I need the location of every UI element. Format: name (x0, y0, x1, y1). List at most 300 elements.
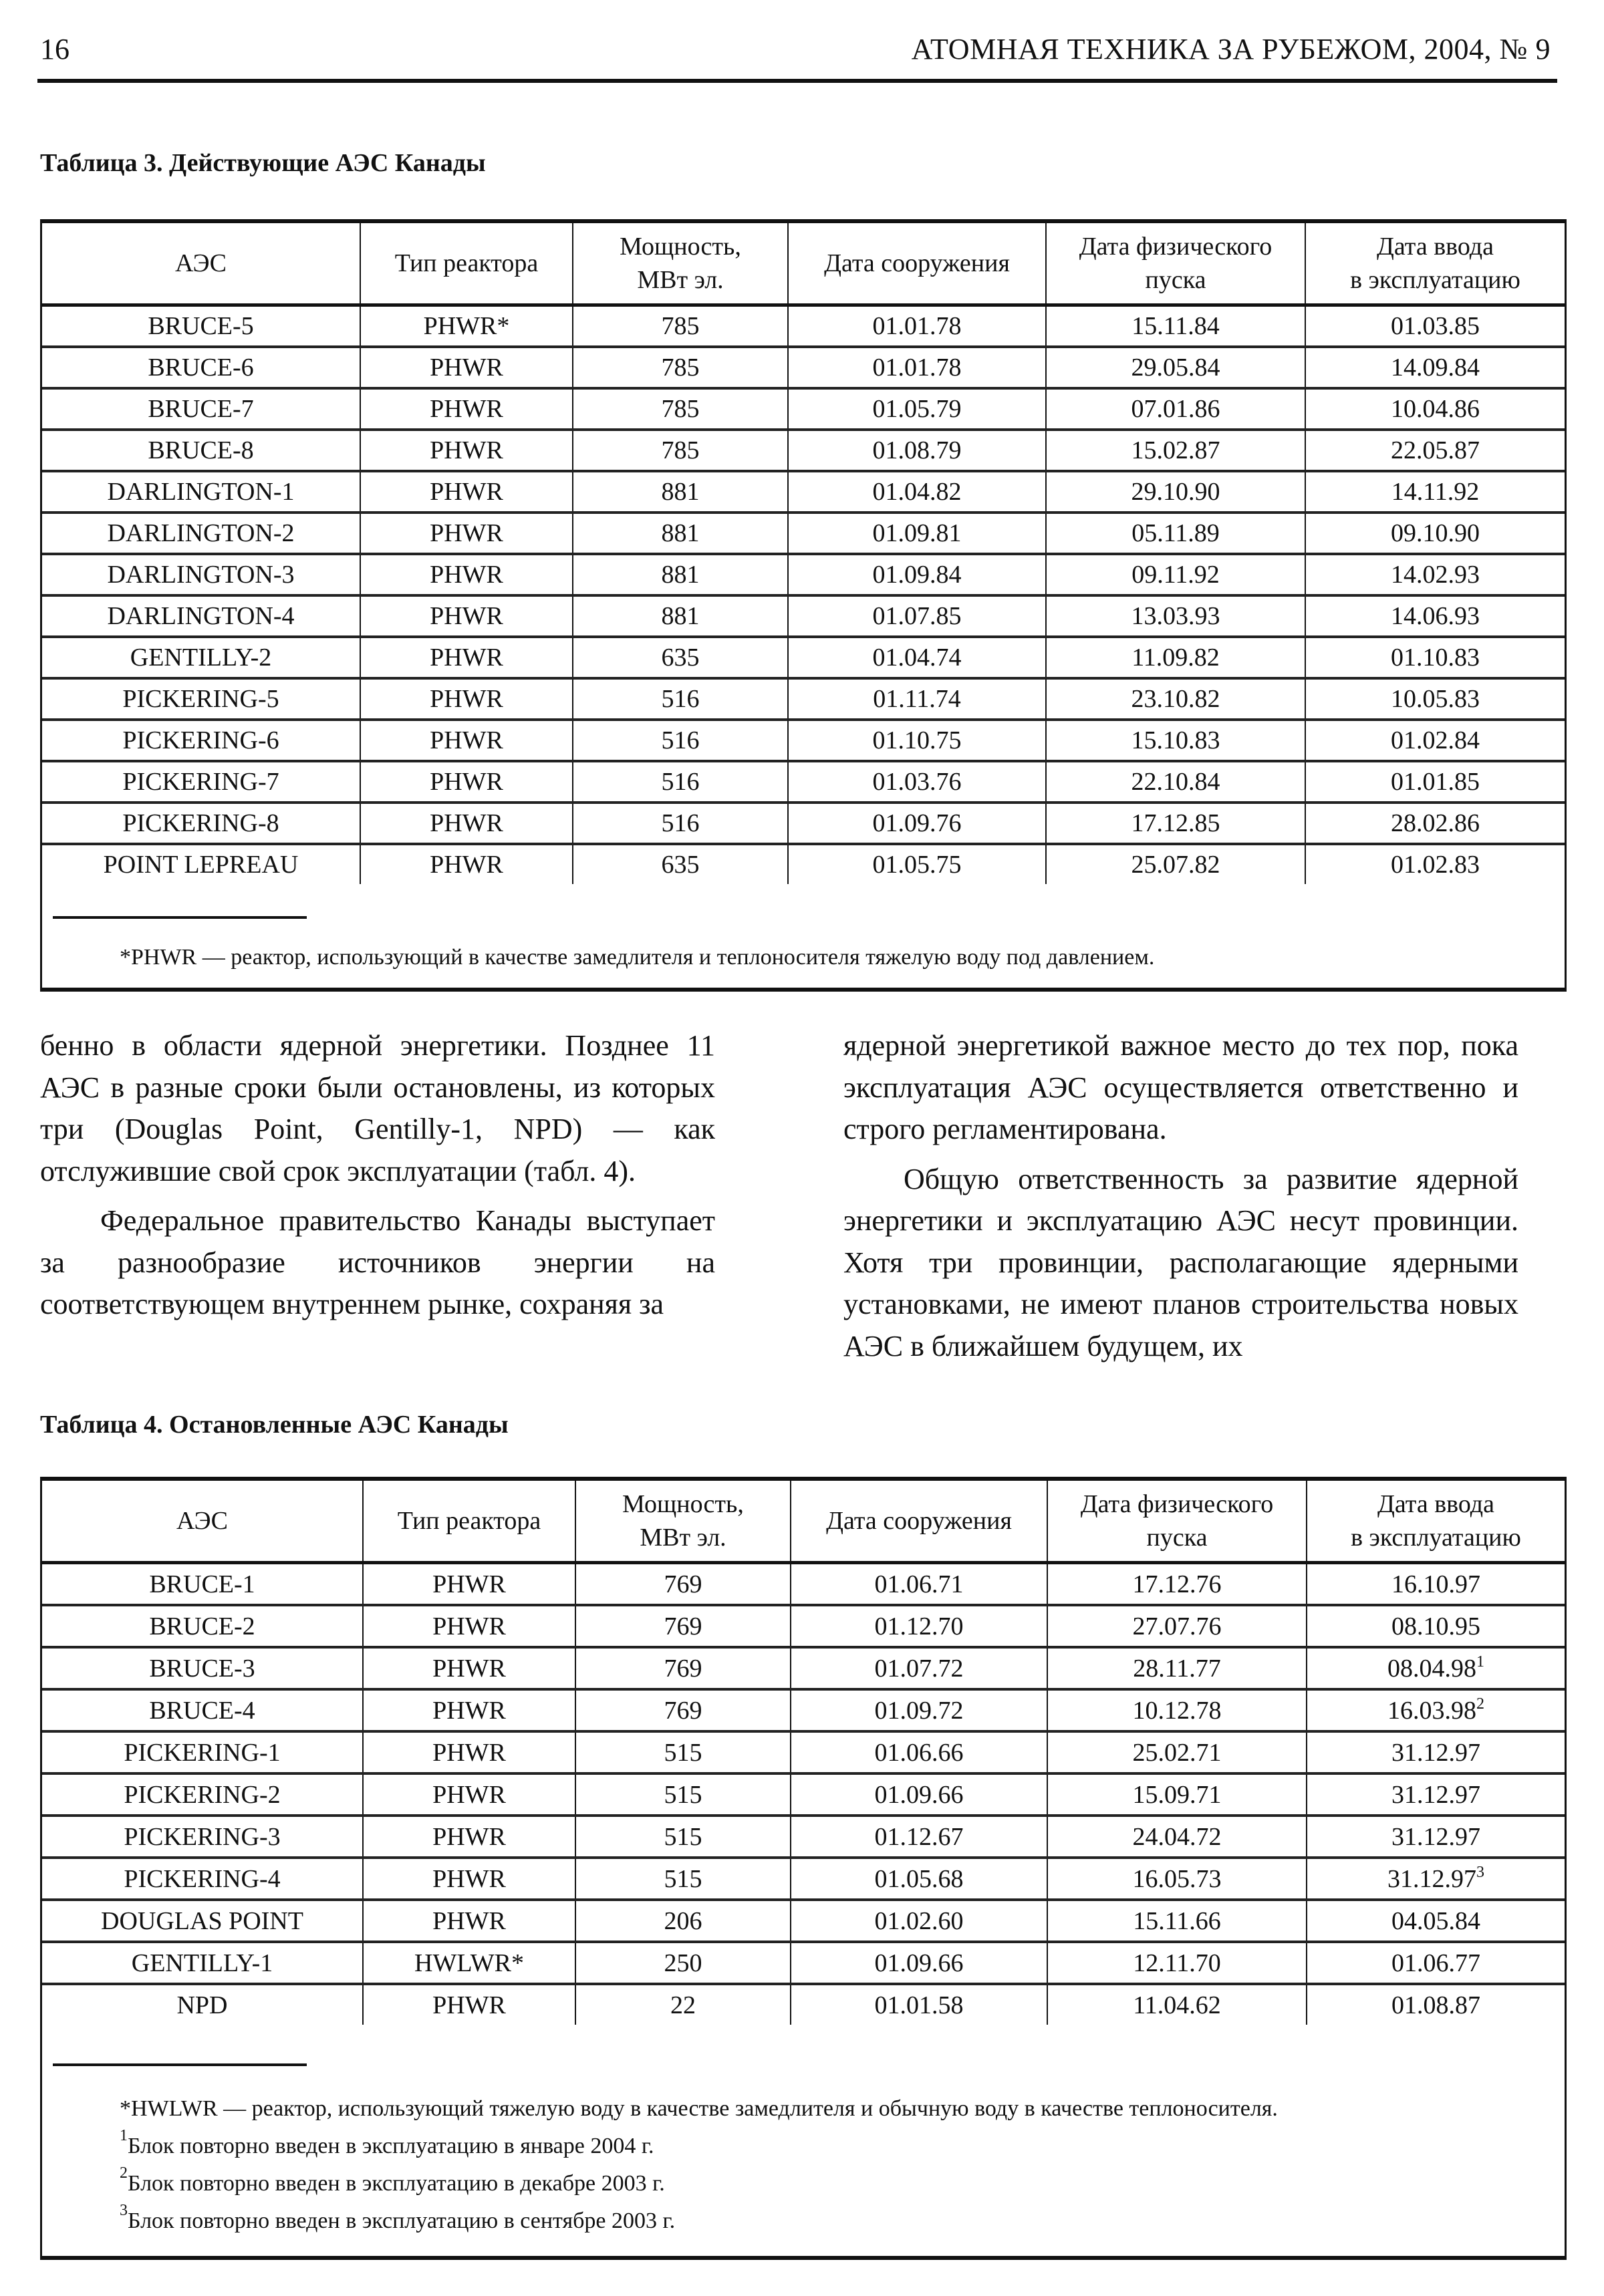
table-row (42, 720, 1565, 761)
cell-text: 01.06.66 (874, 1738, 964, 1767)
table-row (42, 1605, 1565, 1647)
footnote-mark: 2 (120, 2164, 128, 2182)
cell-text: PHWR (432, 1864, 506, 1893)
cell-plant (42, 305, 360, 347)
table-row (42, 1984, 1565, 2025)
cell-text: 05.11.89 (1131, 519, 1220, 547)
cell-power (573, 761, 788, 803)
cell-power (575, 1900, 791, 1942)
cell-construction (788, 388, 1046, 430)
cell-text: 29.05.84 (1131, 353, 1220, 382)
cell-text: 785 (661, 312, 700, 340)
cell-text: 11.09.82 (1131, 643, 1220, 672)
table-row (42, 1689, 1565, 1731)
cell-text: 01.05.68 (874, 1864, 964, 1893)
header-rule (37, 79, 1557, 83)
cell-criticality (1046, 678, 1305, 720)
cell-text: 515 (664, 1822, 702, 1851)
cell-text: 516 (661, 685, 700, 713)
cell-text: PHWR (432, 1991, 506, 2019)
col-power (575, 1481, 791, 1563)
cell-text: 01.03.85 (1391, 312, 1480, 340)
cell-power (573, 471, 788, 513)
cell-plant (42, 803, 360, 844)
cell-text: GENTILLY-2 (130, 643, 272, 672)
cell-text: BRUCE-1 (149, 1570, 255, 1598)
cell-construction (788, 720, 1046, 761)
journal-title: АТОМНАЯ ТЕХНИКА ЗА РУБЕЖОМ, 2004, № 9 (911, 33, 1551, 65)
cell-power (575, 1731, 791, 1773)
cell-text: 769 (664, 1654, 702, 1683)
table4 (42, 1481, 1565, 2025)
cell-text: 16.10.97 (1391, 1570, 1480, 1598)
cell-text: 01.09.66 (874, 1949, 964, 1977)
cell-text: PHWR (430, 478, 503, 506)
cell-text: PHWR (430, 602, 503, 630)
cell-type (360, 305, 573, 347)
cell-construction (788, 347, 1046, 388)
cell-plant (42, 513, 360, 554)
cell-type (363, 1773, 575, 1816)
table3-header-row (42, 223, 1565, 305)
cell-text: 206 (664, 1906, 702, 1935)
body-column-right (843, 1025, 1518, 1367)
table-row (42, 1942, 1565, 1984)
cell-text: 16.05.73 (1132, 1864, 1222, 1893)
page-number: 16 (40, 33, 70, 65)
cell-text: 516 (661, 809, 700, 837)
cell-plant (42, 1942, 363, 1984)
cell-text: PHWR (432, 1570, 506, 1598)
cell-plant (42, 1647, 363, 1689)
cell-power (573, 347, 788, 388)
table3-body (42, 305, 1565, 885)
cell-text: 22.10.84 (1131, 768, 1220, 796)
cell-commercial (1307, 1773, 1565, 1816)
cell-power (575, 1816, 791, 1858)
cell-text: BRUCE-4 (149, 1696, 255, 1725)
cell-construction (788, 430, 1046, 471)
cell-text: NPD (176, 1991, 228, 2019)
cell-type (363, 1858, 575, 1900)
cell-text: 516 (661, 726, 700, 754)
cell-plant (42, 388, 360, 430)
table-row (42, 1900, 1565, 1942)
cell-text: 515 (664, 1780, 702, 1809)
cell-plant (42, 1900, 363, 1942)
cell-commercial (1307, 1605, 1565, 1647)
cell-text: 01.02.83 (1391, 851, 1480, 879)
cell-text: 15.09.71 (1132, 1780, 1222, 1809)
table-row (42, 1731, 1565, 1773)
cell-text: 22 (670, 1991, 696, 2019)
cell-text: 04.05.84 (1391, 1906, 1480, 1935)
cell-criticality (1047, 1900, 1307, 1942)
cell-construction (788, 513, 1046, 554)
cell-criticality (1046, 637, 1305, 678)
paragraph: Общую ответственность за развитие ядерной энергетики и эксплуатацию АЭС несут провинции. Хотя три провинции, располагающие ядерными установками, не имеют планов строительства новых АЭС в ближайшем будущем, их (843, 1162, 1518, 1362)
header-text: в эксплуатацию (1350, 266, 1520, 294)
table-row (42, 595, 1565, 637)
cell-criticality (1047, 1731, 1307, 1773)
col-criticality (1047, 1481, 1307, 1563)
header-text: Дата физического (1079, 233, 1273, 261)
cell-power (573, 430, 788, 471)
cell-text: BRUCE-3 (149, 1654, 255, 1683)
cell-plant (42, 1858, 363, 1900)
cell-construction (788, 803, 1046, 844)
cell-text: 635 (661, 851, 700, 879)
cell-type (363, 1689, 575, 1731)
cell-criticality (1046, 803, 1305, 844)
cell-text: 01.10.75 (872, 726, 962, 754)
cell-text: PHWR (430, 726, 503, 754)
cell-text: 14.06.93 (1391, 602, 1480, 630)
table-row (42, 1858, 1565, 1900)
cell-text: 01.07.85 (872, 602, 962, 630)
cell-power (573, 554, 788, 595)
cell-text: PHWR (432, 1696, 506, 1725)
cell-criticality (1047, 1605, 1307, 1647)
cell-text: 01.05.79 (872, 395, 962, 423)
cell-text: PHWR (430, 768, 503, 796)
table4-title: Таблица 4. Остановленные АЭС Канады (40, 1411, 509, 1439)
cell-power (575, 1984, 791, 2025)
cell-text: PHWR (430, 353, 503, 382)
cell-text: 16.03.98 (1387, 1696, 1476, 1725)
cell-text: 10.12.78 (1132, 1696, 1222, 1725)
cell-text: 515 (664, 1864, 702, 1893)
cell-text: 08.04.98 (1387, 1654, 1476, 1683)
body-column-left (40, 1025, 715, 1326)
cell-construction (788, 844, 1046, 884)
cell-text: 23.10.82 (1131, 685, 1220, 713)
table-row (42, 678, 1565, 720)
table3 (42, 223, 1565, 884)
header-text: АЭС (176, 1507, 228, 1535)
cell-text: 11.04.62 (1133, 1991, 1221, 2019)
table-row (42, 803, 1565, 844)
cell-text: 14.11.92 (1391, 478, 1480, 506)
cell-power (573, 844, 788, 884)
paragraph: бенно в области ядерной энергетики. Позднее 11 АЭС в разные сроки были остановлены, из которых три (Douglas Point, Gentilly-1, NPD) — как отслужившие свой срок эксплуатации (табл. 4). (40, 1029, 715, 1187)
cell-text: 01.11.74 (873, 685, 961, 713)
cell-type (360, 471, 573, 513)
cell-text: PICKERING-4 (124, 1864, 281, 1893)
table3-footnote: *PHWR — реактор, использующий в качестве замедлителя и теплоносителя тяжелую воду под давлением. (120, 945, 1155, 970)
cell-criticality (1047, 1563, 1307, 1606)
cell-power (573, 595, 788, 637)
cell-criticality (1046, 720, 1305, 761)
cell-plant (42, 1984, 363, 2025)
cell-type (360, 844, 573, 884)
cell-construction (788, 471, 1046, 513)
cell-text: 28.02.86 (1391, 809, 1480, 837)
cell-text: 01.09.84 (872, 561, 962, 589)
cell-plant (42, 761, 360, 803)
cell-criticality (1046, 347, 1305, 388)
paragraph: Федеральное правительство Канады выступает за разнообразие источников энергии на соответствующем внутреннем рынке, сохраняя за (40, 1204, 715, 1320)
cell-text: PHWR (430, 395, 503, 423)
cell-text: 10.04.86 (1391, 395, 1480, 423)
table4-header-row (42, 1481, 1565, 1563)
cell-text: 12.11.70 (1133, 1949, 1221, 1977)
cell-text: 15.11.66 (1133, 1906, 1221, 1935)
cell-text: 01.09.81 (872, 519, 962, 547)
cell-text: 01.09.72 (874, 1696, 964, 1725)
cell-text: 01.08.87 (1391, 1991, 1480, 2019)
cell-criticality (1047, 1689, 1307, 1731)
cell-construction (791, 1773, 1047, 1816)
table4-box (40, 1477, 1567, 2260)
cell-type (360, 595, 573, 637)
header-text: МВт эл. (640, 1524, 726, 1552)
cell-text: BRUCE-5 (148, 312, 254, 340)
cell-type (363, 1942, 575, 1984)
footnote-rule (53, 2063, 307, 2066)
footnote-text: Блок повторно введен в эксплуатацию в декабре 2003 г. (128, 2171, 665, 2196)
footnote-text: Блок повторно введен в эксплуатацию в сентябре 2003 г. (128, 2208, 676, 2233)
col-criticality (1046, 223, 1305, 305)
cell-text: 25.02.71 (1132, 1738, 1222, 1767)
footnote-mark: 1 (1476, 1653, 1484, 1671)
cell-text: 785 (661, 395, 700, 423)
cell-type (360, 430, 573, 471)
cell-text: DARLINGTON-3 (107, 561, 295, 589)
cell-text: PHWR (432, 1822, 506, 1851)
cell-text: 01.04.74 (872, 643, 962, 672)
cell-construction (788, 637, 1046, 678)
cell-type (363, 1984, 575, 2025)
cell-text: DARLINGTON-2 (107, 519, 295, 547)
cell-type (360, 347, 573, 388)
cell-text: 881 (661, 561, 700, 589)
cell-criticality (1046, 554, 1305, 595)
cell-text: 769 (664, 1570, 702, 1598)
header-text: Дата ввода (1377, 1490, 1494, 1518)
footnote-text: Блок повторно введен в эксплуатацию в январе 2004 г. (128, 2134, 654, 2158)
cell-power (575, 1647, 791, 1689)
cell-criticality (1047, 1816, 1307, 1858)
cell-plant (42, 678, 360, 720)
table-row (42, 1816, 1565, 1858)
cell-power (573, 305, 788, 347)
cell-text: PICKERING-1 (124, 1738, 281, 1767)
table-row (42, 637, 1565, 678)
table-row (42, 844, 1565, 884)
table-row (42, 513, 1565, 554)
cell-type (360, 761, 573, 803)
table-row (42, 471, 1565, 513)
cell-text: 01.03.76 (872, 768, 962, 796)
cell-text: 31.12.97 (1391, 1738, 1480, 1767)
table3-title: Таблица 3. Действующие АЭС Канады (40, 149, 486, 177)
table-row (42, 305, 1565, 347)
cell-type (363, 1731, 575, 1773)
cell-commercial (1305, 513, 1565, 554)
cell-text: 01.10.83 (1391, 643, 1480, 672)
cell-commercial (1305, 761, 1565, 803)
cell-text: 01.06.71 (874, 1570, 964, 1598)
cell-commercial (1305, 305, 1565, 347)
cell-text: PHWR (430, 561, 503, 589)
cell-power (573, 720, 788, 761)
cell-plant (42, 471, 360, 513)
table-row (42, 1773, 1565, 1816)
col-power (573, 223, 788, 305)
cell-text: PHWR* (423, 312, 510, 340)
cell-text: 22.05.87 (1391, 436, 1480, 464)
cell-text: 29.10.90 (1131, 478, 1220, 506)
footnote-mark: 3 (120, 2202, 128, 2219)
cell-text: 785 (661, 353, 700, 382)
footnote-mark: 2 (1476, 1695, 1484, 1713)
table4-body (42, 1563, 1565, 2025)
cell-type (360, 678, 573, 720)
cell-text: PHWR (430, 643, 503, 672)
cell-text: HWLWR* (414, 1949, 524, 1977)
cell-text: 769 (664, 1612, 702, 1640)
header-text: Дата ввода (1377, 233, 1494, 261)
cell-text: PHWR (432, 1654, 506, 1683)
cell-commercial (1307, 1689, 1565, 1731)
cell-text: PICKERING-7 (122, 768, 279, 796)
cell-text: 01.01.78 (872, 353, 962, 382)
cell-text: 10.05.83 (1391, 685, 1480, 713)
cell-criticality (1046, 513, 1305, 554)
cell-text: 881 (661, 478, 700, 506)
cell-text: PICKERING-8 (122, 809, 279, 837)
cell-text: PHWR (432, 1612, 506, 1640)
cell-text: 27.07.76 (1132, 1612, 1222, 1640)
header-text: АЭС (175, 249, 227, 277)
cell-power (575, 1773, 791, 1816)
cell-commercial (1305, 844, 1565, 884)
table-row (42, 554, 1565, 595)
cell-text: GENTILLY-1 (131, 1949, 273, 1977)
header-text: Тип реактора (397, 1507, 541, 1535)
table-row (42, 430, 1565, 471)
cell-text: 07.01.86 (1131, 395, 1220, 423)
cell-text: 15.11.84 (1131, 312, 1220, 340)
cell-text: PICKERING-6 (122, 726, 279, 754)
cell-commercial (1305, 471, 1565, 513)
col-type (363, 1481, 575, 1563)
cell-text: 01.02.84 (1391, 726, 1480, 754)
cell-commercial (1307, 1731, 1565, 1773)
cell-power (573, 678, 788, 720)
cell-type (360, 554, 573, 595)
cell-text: PHWR (430, 851, 503, 879)
cell-criticality (1046, 430, 1305, 471)
cell-text: 14.02.93 (1391, 561, 1480, 589)
cell-text: PHWR (432, 1738, 506, 1767)
cell-construction (791, 1647, 1047, 1689)
cell-plant (42, 1689, 363, 1731)
cell-commercial (1307, 1563, 1565, 1606)
header-text: Дата сооружения (826, 1507, 1012, 1535)
cell-construction (791, 1731, 1047, 1773)
cell-criticality (1046, 305, 1305, 347)
cell-text: 14.09.84 (1391, 353, 1480, 382)
cell-type (360, 803, 573, 844)
cell-text: 24.04.72 (1132, 1822, 1222, 1851)
table-row (42, 1647, 1565, 1689)
cell-commercial (1305, 720, 1565, 761)
cell-text: 769 (664, 1696, 702, 1725)
header-text: МВт эл. (637, 266, 724, 294)
cell-criticality (1046, 761, 1305, 803)
cell-plant (42, 554, 360, 595)
cell-type (363, 1563, 575, 1606)
cell-criticality (1047, 1773, 1307, 1816)
cell-type (363, 1816, 575, 1858)
header-text: Дата сооружения (824, 249, 1010, 277)
cell-commercial (1307, 1647, 1565, 1689)
cell-text: 31.12.97 (1391, 1822, 1480, 1851)
cell-criticality (1047, 1858, 1307, 1900)
cell-plant (42, 1563, 363, 1606)
cell-type (363, 1605, 575, 1647)
cell-commercial (1305, 347, 1565, 388)
cell-text: 01.05.75 (872, 851, 962, 879)
cell-text: PICKERING-5 (122, 685, 279, 713)
cell-text: 01.01.85 (1391, 768, 1480, 796)
cell-construction (788, 305, 1046, 347)
cell-plant (42, 637, 360, 678)
table3-box (40, 219, 1567, 992)
cell-text: PHWR (432, 1780, 506, 1809)
footnote-mark: 1 (120, 2127, 128, 2144)
cell-plant (42, 430, 360, 471)
footnote-mark: 3 (1476, 1863, 1484, 1881)
cell-text: 515 (664, 1738, 702, 1767)
footnote-rule (53, 916, 307, 919)
cell-type (363, 1647, 575, 1689)
cell-construction (788, 678, 1046, 720)
col-commercial (1305, 223, 1565, 305)
cell-text: 08.10.95 (1391, 1612, 1480, 1640)
cell-text: 31.12.97 (1387, 1864, 1476, 1893)
cell-text: PICKERING-3 (124, 1822, 281, 1851)
cell-commercial (1305, 637, 1565, 678)
cell-power (575, 1689, 791, 1731)
cell-text: BRUCE-7 (148, 395, 254, 423)
cell-text: 17.12.76 (1132, 1570, 1222, 1598)
cell-text: PHWR (430, 519, 503, 547)
cell-text: 09.11.92 (1131, 561, 1220, 589)
cell-commercial (1307, 1984, 1565, 2025)
cell-text: 01.01.58 (874, 1991, 964, 2019)
cell-power (573, 803, 788, 844)
cell-type (360, 637, 573, 678)
cell-text: 881 (661, 519, 700, 547)
cell-type (360, 513, 573, 554)
cell-criticality (1047, 1984, 1307, 2025)
cell-text: 01.09.66 (874, 1780, 964, 1809)
cell-text: 01.12.70 (874, 1612, 964, 1640)
header-text: Мощность, (620, 233, 741, 261)
cell-construction (791, 1858, 1047, 1900)
header-text: пуска (1145, 266, 1206, 294)
cell-text: 01.06.77 (1391, 1949, 1480, 1977)
cell-criticality (1046, 471, 1305, 513)
cell-construction (791, 1942, 1047, 1984)
cell-text: 01.09.76 (872, 809, 962, 837)
cell-text: PHWR (430, 436, 503, 464)
cell-text: POINT LEPREAU (103, 851, 299, 879)
cell-plant (42, 1773, 363, 1816)
